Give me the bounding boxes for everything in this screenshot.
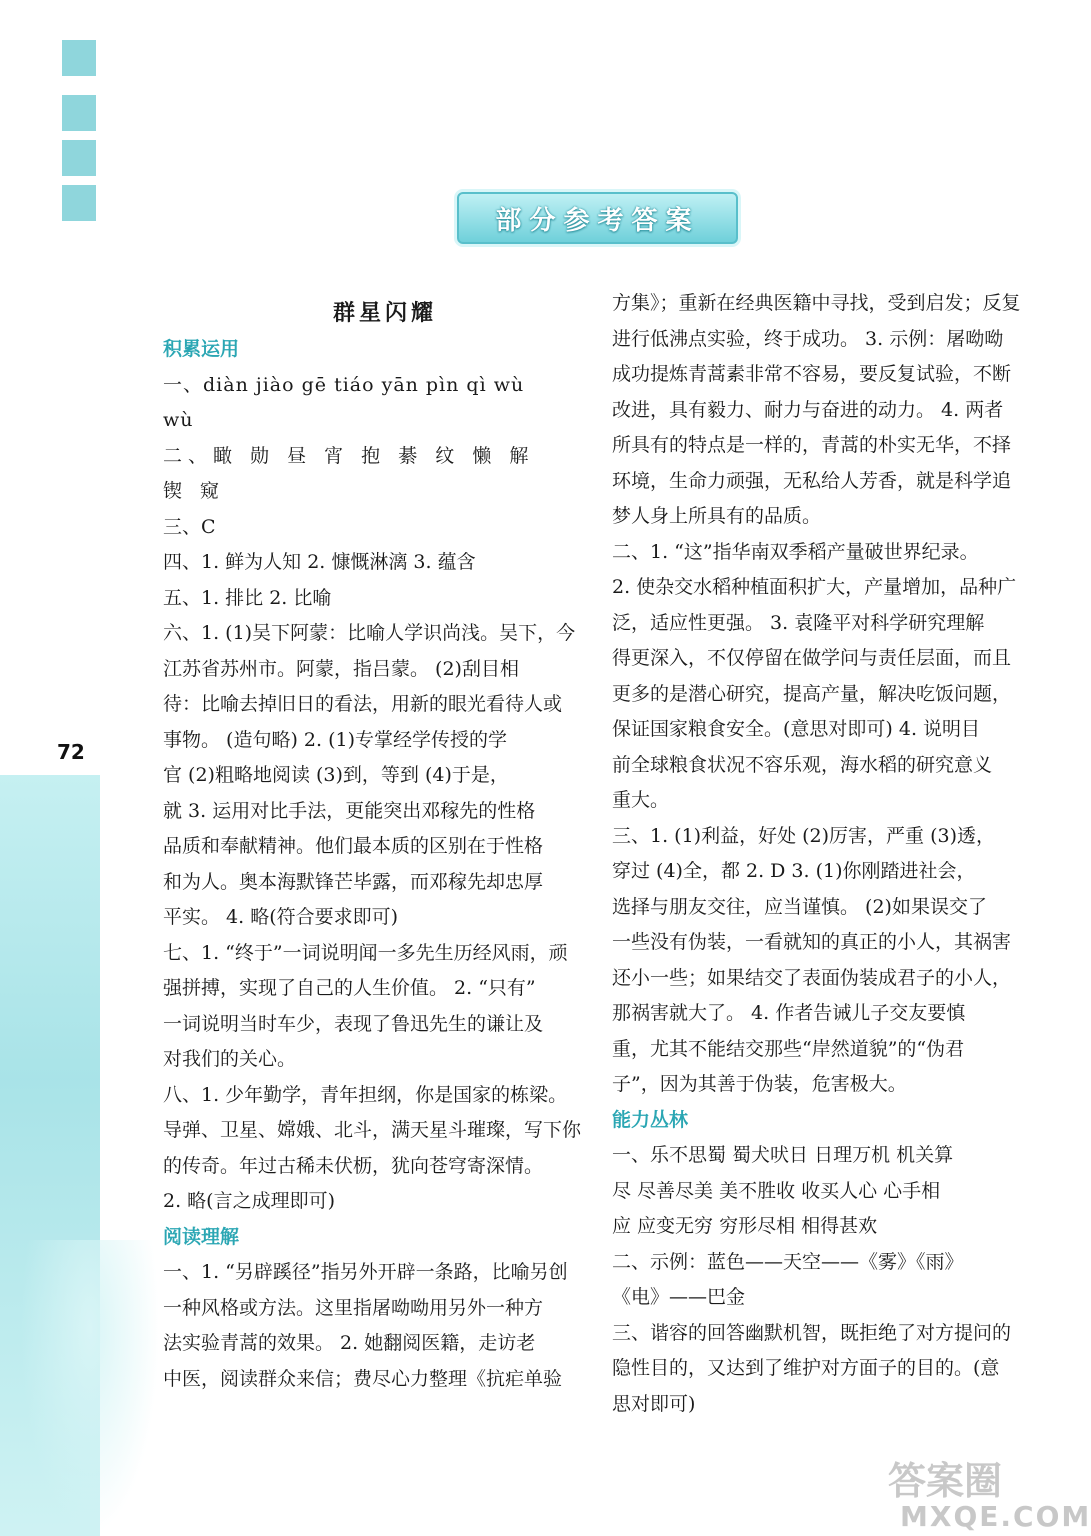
answer-line: 六、1. (1)吴下阿蒙：比喻人学识尚浅。吴下，今: [163, 622, 576, 644]
answer-line: 子”，因为其善于伪装，危害极大。: [612, 1073, 907, 1095]
answer-line: 环境，生命力顽强，无私给人芳香，就是科学追: [612, 469, 1012, 492]
answer-line: 和为人。奥本海默锋芒毕露，而邓稼先却忠厚: [163, 870, 544, 893]
answer-line: 应 应变无穷 穷形尽相 相得甚欢: [612, 1215, 878, 1237]
page-number: 72: [57, 740, 85, 764]
answer-line: 三、C: [163, 515, 216, 538]
left-column: [163, 296, 607, 1397]
banner-title: 部分参考答案: [495, 205, 700, 236]
answer-line: 2. 略(言之成理即可): [163, 1190, 335, 1212]
answer-line: 三、谐容的回答幽默机智，既拒绝了对方提问的: [612, 1321, 1012, 1344]
answer-line: 《电》——巴金: [612, 1286, 746, 1308]
answer-line: 穿过 (4)全，都 2. D 3. (1)你刚踏进社会，: [612, 860, 976, 882]
watermark-url: MXQE.COM: [900, 1500, 1091, 1533]
answer-line: 三、1. (1)利益，好处 (2)厉害，严重 (3)透，: [612, 824, 995, 847]
section-heading: 积累运用: [163, 338, 240, 360]
answer-line: 官 (2)粗略地阅读 (3)到，等到 (4)于是，: [163, 764, 509, 786]
section-title: 群星闪耀: [332, 301, 437, 326]
answer-line: 七、1. “终于”一词说明闻一多先生历经风雨，顽: [163, 941, 568, 964]
answer-line: wù: [163, 409, 194, 431]
answer-line: 待：比喻去掉旧日的看法，用新的眼光看待人或: [163, 693, 563, 715]
answer-line: 一种风格或方法。这里指屠呦呦用另外一种方: [163, 1296, 544, 1319]
answer-line: 锲 窥: [163, 480, 226, 502]
answer-line: 梦人身上所具有的品质。: [612, 505, 822, 527]
silhouette-figure: [20, 1240, 160, 1536]
answer-line: 保证国家粮食安全。(意思对即可) 4. 说明目: [612, 718, 981, 740]
answer-line: 中医，阅读群众来信；费尽心力整理《抗疟单验: [163, 1367, 563, 1390]
right-column: [612, 286, 1029, 1422]
answer-line: 江苏省苏州市。阿蒙，指吕蒙。 (2)刮目相: [163, 657, 519, 680]
answer-line: 方集》；重新在经典医籍中寻找，受到启发；反复: [612, 292, 1021, 314]
answer-line: 一、乐不思蜀 蜀犬吠日 日理万机 机关算: [612, 1144, 954, 1166]
watermark-logo: 答案圈: [888, 1459, 1003, 1503]
answer-line: 一词说明当时车少，表现了鲁迅先生的谦让及: [163, 1012, 544, 1035]
answer-line: 八、1. 少年勤学，青年担纲，你是国家的栋梁。: [163, 1083, 568, 1106]
strip-block: [62, 95, 96, 131]
answer-line: 得更深入，不仅停留在做学问与责任层面，而且: [612, 647, 1012, 669]
answer-line: 一些没有伪装，一看就知的真正的小人，其祸害: [612, 931, 1012, 953]
answer-line: 的传奇。年过古稀未伏枥，犹向苍穹寄深情。: [163, 1154, 544, 1177]
answer-line: 重，尤其不能结交那些“岸然道貌”的“伪君: [612, 1037, 965, 1060]
answer-line: 一、1. “另辟蹊径”指另外开辟一条路，比喻另创: [163, 1261, 568, 1283]
section-heading: 阅读理解: [163, 1225, 240, 1248]
answer-line: 前全球粮食状况不容乐观，海水稻的研究意义: [612, 753, 993, 776]
answer-line: 尽 尽善尽美 美不胜收 收买人心 心手相: [612, 1179, 941, 1202]
answer-line: 品质和奉献精神。他们最本质的区别在于性格: [163, 835, 544, 857]
strip-block: [62, 40, 96, 76]
answer-line: 就 3. 运用对比手法，更能突出邓稼先的性格: [163, 799, 536, 822]
answer-line: 对我们的关心。: [163, 1048, 297, 1070]
answer-line: 进行低沸点实验，终于成功。 3. 示例：屠呦呦: [612, 327, 1004, 350]
answer-line: 平实。 4. 略(符合要求即可): [163, 906, 399, 928]
answer-line: 二、1. “这”指华南双季稻产量破世界纪录。: [612, 540, 979, 563]
answer-line: 导弹、卫星、嫦娥、北斗，满天星斗璀璨，写下你: [163, 1119, 582, 1141]
answer-line: 还小一些；如果结交了表面伪装成君子的小人，: [612, 966, 1012, 989]
answer-line: 二、示例：蓝色——天空——《雾》《雨》: [612, 1250, 964, 1273]
strip-block: [62, 185, 96, 221]
answer-line: 成功提炼青蒿素非常不容易，要反复试验，不断: [612, 363, 1012, 385]
answer-line: 一、diàn jiào gē tiáo yān pìn qì wù: [163, 373, 525, 396]
answer-line: 选择与朋友交往，应当谨慎。 (2)如果误交了: [612, 895, 987, 918]
left-decorative-strip: [0, 0, 100, 1536]
answer-line: 隐性目的，又达到了维护对方面子的目的。(意: [612, 1357, 1000, 1379]
section-heading: 能力丛林: [612, 1108, 689, 1131]
answer-line: 更多的是潜心研究，提高产量，解决吃饭问题，: [612, 682, 1012, 705]
answer-line: 五、1. 排比 2. 比喻: [163, 586, 332, 609]
answer-line: 泛，适应性更强。 3. 袁隆平对科学研究理解: [612, 611, 985, 634]
answer-line: 法实验青蒿的效果。 2. 她翻阅医籍，走访老: [163, 1332, 536, 1354]
answer-line: 所具有的特点是一样的，青蒿的朴实无华，不择: [612, 434, 1012, 456]
answer-line: 重大。: [612, 789, 670, 811]
answer-line: 四、1. 鲜为人知 2. 慷慨淋漓 3. 蕴含: [163, 551, 476, 573]
answer-line: 那祸害就大了。 4. 作者告诫儿子交友要慎: [612, 1002, 966, 1024]
answer-line: 思对即可): [612, 1392, 696, 1415]
strip-block: [62, 140, 96, 176]
answer-line: 改进，具有毅力、耐力与奋进的动力。 4. 两者: [612, 398, 1004, 421]
answer-line: 强拼搏，实现了自己的人生价值。 2. “只有”: [163, 977, 536, 999]
answers-banner: [457, 192, 738, 244]
answer-line: 事物。 (造句略) 2. (1)专掌经学传授的学: [163, 728, 507, 751]
answer-line: 2. 使杂交水稻种植面积扩大，产量增加，品种广: [612, 576, 1017, 598]
answer-line: 二、瞰 勋 昼 宵 抱 綦 纹 懒 解: [163, 444, 535, 467]
